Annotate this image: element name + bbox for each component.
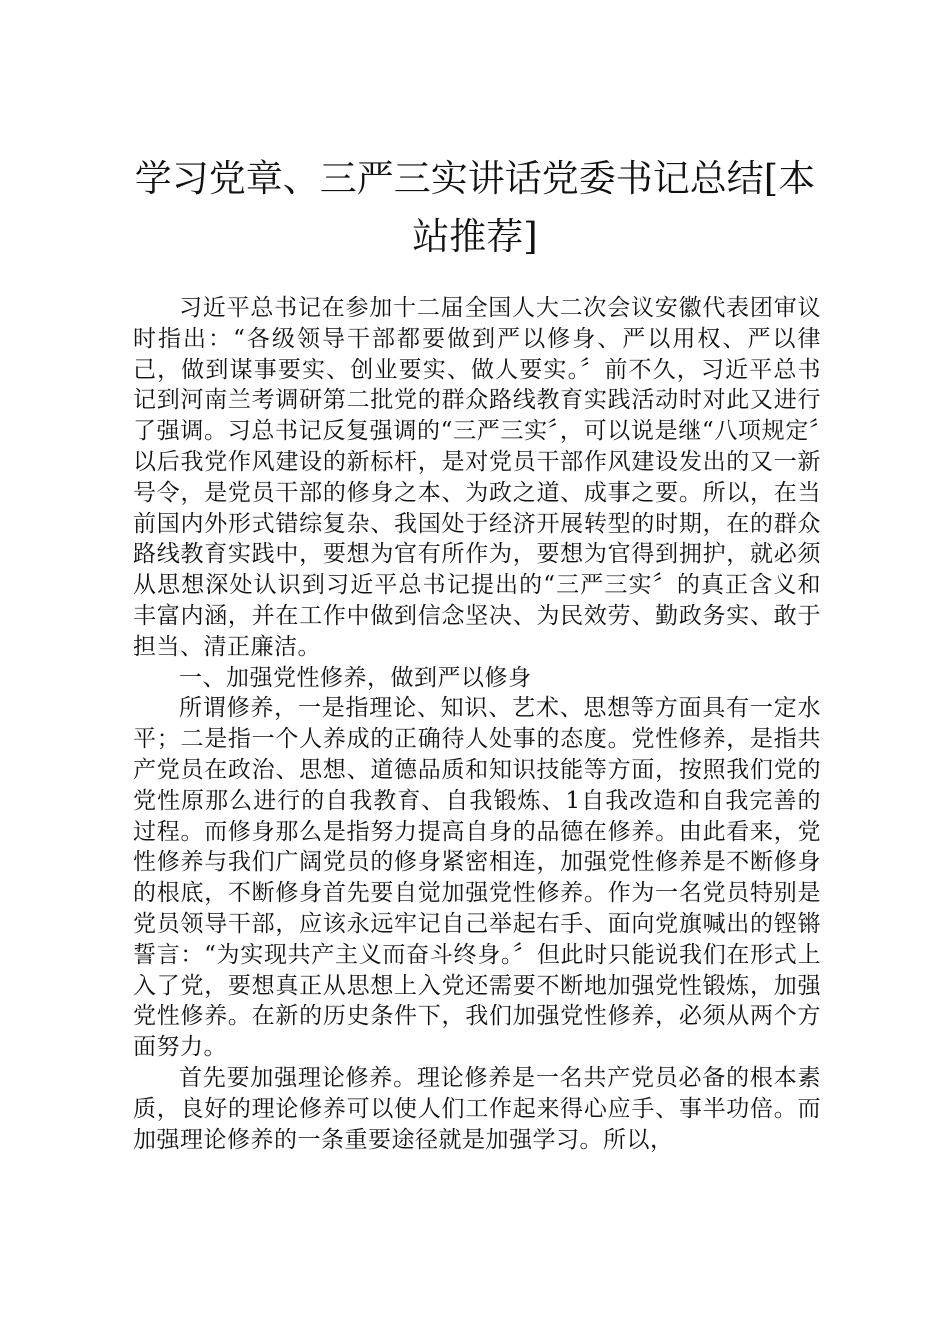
- section-heading: 一、加强党性修养，做到严以修身: [179, 664, 532, 691]
- document-body: [133, 293, 821, 1155]
- paragraph-theory: 首先要加强理论修养。理论修养是一名共产党员必备的根本素质，良好的理论修养可以使人们工作起来得心应手、事半功倍。而加强理论修养的一条重要途径就是加强学习。所以，: [133, 1064, 821, 1153]
- document-title: 学习党章、三严三实讲话党委书记总结[本站推荐]: [134, 157, 816, 258]
- paragraph-cultivation: 所谓修养，一是指理论、知识、艺术、思想等方面具有一定水平；二是指一个人养成的正确待人处事的态度。党性修养，是指共产党员在政治、思想、道德品质和知识技能等方面，按照我们党的党性原那么进行的自我教育、自我锻炼、1自我改造和自我完善的过程。而修身那么是指努力提高自身的品德在修养。由此看来，党性修养与我们广阔党员的修身紧密相连，加强党性修养是不断修身的根底，不断修身首先要自觉加强党性修养。作为一名党员特别是党员领导干部，应该永远牢记自己举起右手、面向党旗喊出的铿锵誓言：“为实现共产主义而奋斗终身。〞但此时只能说我们在形式上入了党，要想真正从思想上入党还需要不断地加强党性锻炼，加强党性修养。在新的历史条件下，我们加强党性修养，必须从两个方面努力。: [133, 695, 821, 1061]
- paragraph-intro: 习近平总书记在参加十二届全国人大二次会议安徽代表团审议时指出：“各级领导干部都要做到严以修身、严以用权、严以律己，做到谋事要实、创业要实、做人要实。〞前不久，习近平总书记到河南兰考调研第二批党的群众路线教育实践活动时对此又进行了强调。习总书记反复强调的“三严三实〞，可以说是继“八项规定〞以后我党作风建设的新标杆，是对党员干部作风建设发出的又一新号令，是党员干部的修身之本、为政之道、成事之要。所以，在当前国内外形式错综复杂、我国处于经济开展转型的时期，在的群众路线教育实践中，要想为官有所作为，要想为官得到拥护，就必须从思想深处认识到习近平总书记提出的“三严三实〞的真正含义和丰富内涵，并在工作中做到信念坚决、为民效劳、勤政务实、敢于担当、清正廉洁。: [133, 295, 821, 660]
